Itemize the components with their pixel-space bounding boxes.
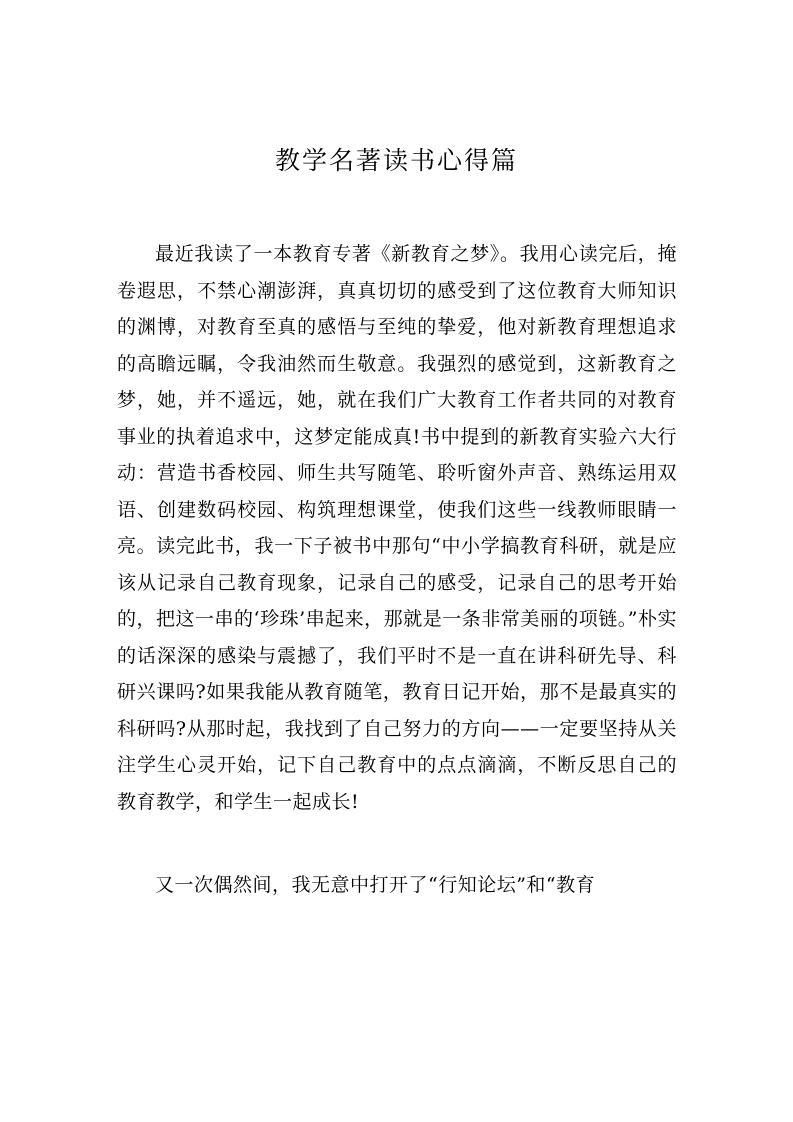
- paragraph-1: 最近我读了一本教育专著《新教育之梦》。我用心读完后，掩卷遐思，不禁心潮澎湃，真真切切的感受到了这位教育大师知识的渊博，对教育至真的感悟与至纯的挚爱，他对新教育理想追求的高瞻远瞩，令我油然而生敬意。我强烈的感觉到，这新教育之梦，她，并不遥远，她，就在我们广大教育工作者共同的对教育事业的执着追求中，这梦定能成真!书中提到的新教育实验六大行动：营造书香校园、师生共写随笔、聆听窗外声音、熟练运用双语、创建数码校园、构筑理想课堂，使我们这些一线教师眼睛一亮。读完此书，我一下子被书中那句“中小学搞教育科研，就是应该从记录自己教育现象，记录自己的感受，记录自己的思考开始的，把这一串的‘珍珠’串起来，那就是一条非常美丽的项链。”朴实的话深深的感染与震撼了，我们平时不是一直在讲科研先导、科研兴课吗?如果我能从教育随笔，教育日记开始，那不是最真实的科研吗?从那时起，我找到了自己努力的方向——一定要坚持从关注学生心灵开始，记下自己教育中的点点滴滴，不断反思自己的教育教学，和学生一起成长!: [117, 243, 677, 813]
- document-title: 教学名著读书心得篇: [274, 145, 518, 175]
- paragraph-2: 又一次偶然间，我无意中打开了“行知论坛”和“教育: [155, 874, 596, 896]
- document-body: [117, 236, 677, 904]
